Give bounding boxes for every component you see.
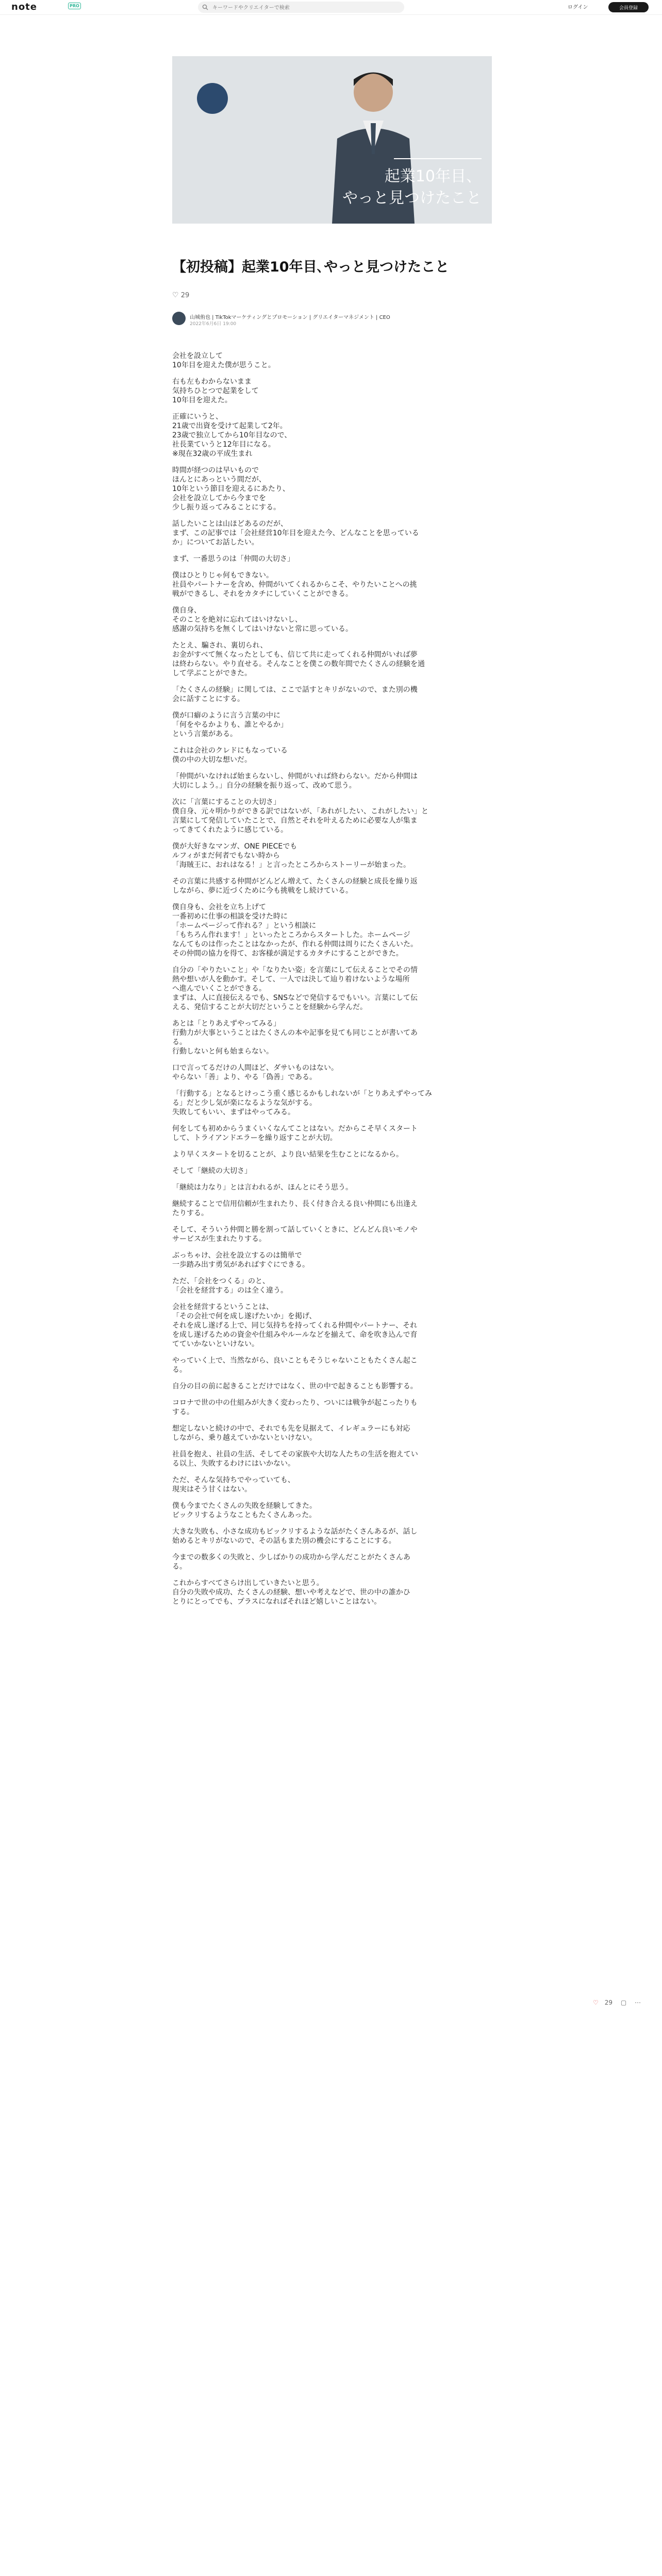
heart-icon[interactable]: ♡: [172, 291, 179, 299]
body-paragraph-line: 社長業ていうと12年目になる。: [172, 440, 275, 449]
hero-title-line1: 起業10年目、: [384, 167, 482, 185]
body-paragraph-line: 始めるとキリがないので、その話もまた別の機会にすることにする。: [172, 1537, 396, 1545]
body-paragraph-line: 口で言ってるだけの人間ほど、ダサいものはない。: [172, 1064, 338, 1072]
body-paragraph-line: 行動しないと何も始まらない。: [172, 1047, 273, 1056]
body-paragraph-line: 10年目を迎えた。: [172, 396, 232, 404]
body-paragraph-line: 社員やパートナーを含め、仲間がいてくれるからこそ、やりたいことへの挑: [172, 581, 417, 589]
body-paragraph-line: 自分の目の前に起きることだけではなく、世の中で起きることも影響する。: [172, 1382, 418, 1391]
body-paragraph-line: して、トライアンドエラーを繰り返すことが大切。: [172, 1134, 337, 1142]
like-count: 29: [180, 292, 190, 299]
body-paragraph-line: 「継続は力なり」とは言われるが、ほんとにそう思う。: [172, 1183, 353, 1192]
body-paragraph-line: たりする。: [172, 1209, 208, 1217]
body-paragraph-line: 少し振り返ってみることにする。: [172, 503, 280, 512]
body-paragraph-line: これは会社のクレドにもなっている: [172, 747, 288, 755]
body-paragraph-line: やっていく上で、当然ながら、良いこともそうじゃないこともたくさん起こ: [172, 1357, 418, 1365]
hero-image: [172, 56, 492, 224]
body-paragraph-line: 21歳で出資を受けて起業して2年。: [172, 422, 287, 430]
body-paragraph-line: 時間が経つのは早いもので: [172, 466, 259, 474]
body-paragraph-line: 「たくさんの経験」に関しては、ここで話すとキリがないので、また別の機: [172, 686, 418, 694]
body-paragraph-line: 「仲間がいなければ始まらないし、仲間がいれば終わらない。だから仲間は: [172, 772, 418, 781]
body-paragraph-line: 僕自身、: [172, 606, 201, 615]
body-paragraph-line: たとえ、騙され、裏切られ、: [172, 641, 268, 650]
body-paragraph-line: 僕が口癖のように言う言葉の中に: [172, 711, 280, 720]
body-paragraph-line: 話したいことは山ほどあるのだが、: [172, 520, 288, 528]
body-paragraph-line: まずは、人に直接伝えるでも、SNSなどで発信するでもいい。言葉にして伝: [172, 994, 418, 1002]
body-paragraph-line: 「ホームページって作れる？」という相談に: [172, 922, 317, 930]
body-paragraph-line: ほんとにあっという間だが、: [172, 476, 266, 484]
side-like-count: 29: [604, 1999, 613, 2006]
company-logo-icon: [197, 83, 228, 114]
floating-actions: [593, 1999, 647, 2009]
body-paragraph-line: 社員を抱え、社員の生活、そしてその家族や大切な人たちの生活を抱えてい: [172, 1450, 418, 1459]
body-paragraph-line: ただ、「会社をつくる」のと、: [172, 1277, 270, 1285]
comment-icon[interactable]: ▢: [620, 1999, 627, 2006]
body-paragraph-line: より早くスタートを切ることが、より良い結果を生むことになるから。: [172, 1150, 403, 1159]
body-paragraph-line: それを成し遂げる上で、同じ気持ちを持ってくれる仲間やパートナー、それ: [172, 1321, 418, 1330]
body-paragraph-line: 現実はそう甘くはない。: [172, 1485, 252, 1494]
body-paragraph-line: る。: [172, 1563, 187, 1571]
note-logo[interactable]: note: [11, 2, 37, 12]
body-paragraph-line: 僕の中の大切な想いだ。: [172, 756, 252, 764]
body-paragraph-line: その言葉に共感する仲間がどんどん増えて、たくさんの経験と成長を繰り返: [172, 877, 418, 886]
body-paragraph-line: 僕はひとりじゃ何もできない。: [172, 571, 273, 580]
body-paragraph-line: 「会社を経営する」のは全く違う。: [172, 1286, 288, 1295]
body-paragraph-line: 言葉にして発信していたことで、自然とそれを叶えるために必要な人が集ま: [172, 817, 418, 825]
body-paragraph-line: ルフィがまだ何者でもない時から: [172, 852, 280, 860]
body-paragraph-line: 継続することで信用信頼が生まれたり、長く付き合える良い仲間にも出逢え: [172, 1200, 418, 1208]
body-paragraph-line: 会社を経営するということは、: [172, 1303, 273, 1311]
body-paragraph-line: 正確にいうと、: [172, 413, 223, 421]
body-paragraph-line: という言葉がある。: [172, 730, 237, 738]
body-paragraph-line: 感謝の気持ちを無くしてはいけないと常に思っている。: [172, 625, 353, 633]
body-paragraph-line: ただ、そんな気持ちでやっていても、: [172, 1476, 295, 1484]
body-paragraph-line: あとは「とりあえずやってみる」: [172, 1020, 280, 1028]
body-paragraph-line: 「海賊王に、おれはなる！」と言ったところからストーリーが始まった。: [172, 861, 410, 869]
body-paragraph-line: しながら、夢に近づくために今も挑戦をし続けている。: [172, 887, 353, 895]
body-paragraph-line: サービスが生まれたりする。: [172, 1235, 266, 1243]
body-paragraph-line: 会社を設立してから今までを: [172, 494, 266, 502]
body-paragraph-line: る」だと少し気が楽になるような気がする。: [172, 1099, 317, 1107]
body-paragraph-line: そして「継続の大切さ」: [172, 1167, 252, 1175]
body-paragraph-line: する。: [172, 1408, 194, 1416]
body-paragraph-line: ぶっちゃけ、会社を設立するのは簡単で: [172, 1251, 302, 1260]
body-paragraph-line: 気持ちひとつで起業をして: [172, 387, 259, 395]
search-bar[interactable]: [198, 2, 404, 13]
body-paragraph-line: 10年目を迎えた僕が思うこと。: [172, 361, 275, 369]
body-paragraph-line: 失敗してもいい、まずはやってみる。: [172, 1108, 295, 1116]
body-paragraph-line: 会社を設立して: [172, 352, 223, 360]
body-paragraph-line: なんてものは作ったことはなかったが、作れる仲間は周りにたくさんいた。: [172, 940, 418, 948]
body-paragraph-line: 大切にしよう。」自分の経験を振り返って、改めて思う。: [172, 782, 356, 790]
body-paragraph-line: まず、一番思うのは「仲間の大切さ」: [172, 555, 294, 563]
body-paragraph-line: える、発信することが大切だということを経験から学んだ。: [172, 1003, 367, 1011]
body-paragraph-line: とりにとってでも、プラスになればそれほど嬉しいことはない。: [172, 1598, 382, 1606]
article-title: 【初投稿】起業10年目､やっと見つけたこと: [172, 259, 450, 275]
body-paragraph-line: る以上、失敗するわけにはいかない。: [172, 1460, 295, 1468]
body-paragraph-line: 「もちろん作れます！」といったところからスタートした。ホームページ: [172, 931, 410, 939]
body-paragraph-line: 一番初めに仕事の相談を受けた時に: [172, 912, 288, 921]
body-paragraph-line: コロナで世の中の仕組みが大きく変わったり、ついには戦争が起こったりも: [172, 1399, 418, 1407]
body-paragraph-line: 右も左もわからないまま: [172, 378, 252, 386]
pro-badge: [68, 3, 81, 9]
author-row[interactable]: [172, 312, 492, 327]
body-paragraph-line: そのことを絶対に忘れてはいけないし、: [172, 616, 302, 624]
body-paragraph-line: てていかないといけない。: [172, 1340, 259, 1348]
body-paragraph-line: 僕が大好きなマンガ、ONE PIECEでも: [172, 842, 297, 851]
body-paragraph-line: ってきてくれたように感じている。: [172, 826, 288, 834]
body-paragraph-line: 僕自身も、会社を立ち上げて: [172, 903, 266, 911]
body-paragraph-line: 「その会社で何を成し遂げたいか」を掲げ、: [172, 1312, 317, 1320]
body-paragraph-line: る。: [172, 1038, 187, 1046]
body-paragraph-line: 会に話すことにする。: [172, 695, 244, 703]
body-paragraph-line: 想定しないと続けの中で、それでも先を見据えて、イレギュラーにも対応: [172, 1425, 410, 1433]
body-paragraph-line: 「何をやるかよりも、誰とやるか」: [172, 721, 288, 729]
body-paragraph-line: 僕も今までたくさんの失敗を経験してきた。: [172, 1502, 317, 1510]
body-paragraph-line: 自分の失敗や成功、たくさんの経験、想いや考えなどで、世の中の誰かひ: [172, 1588, 410, 1597]
body-paragraph-line: 戦ができるし、それをカタチにしていくことができる。: [172, 590, 353, 598]
search-input[interactable]: [211, 3, 399, 12]
body-paragraph-line: 「行動する」となるとけっこう重く感じるかもしれないが「とりあえずやってみ: [172, 1090, 432, 1098]
signup-button[interactable]: 会員登録: [608, 2, 649, 12]
body-paragraph-line: 自分の「やりたいこと」や「なりたい姿」を言葉にして伝えることでその情: [172, 966, 418, 974]
body-paragraph-line: 一歩踏み出す勇気があればすぐにできる。: [172, 1261, 309, 1269]
body-paragraph-line: ※現在32歳の平成生まれ: [172, 450, 253, 458]
body-paragraph-line: 僕自身、元々明かりができる訳ではないが、「あれがしたい、これがしたい」と: [172, 807, 428, 816]
body-paragraph-line: る。: [172, 1366, 187, 1374]
body-paragraph-line: しながら、乗り越えていかないといけない。: [172, 1434, 317, 1442]
body-paragraph-line: か」についてお話したい。: [172, 538, 259, 547]
hero-divider: [394, 158, 482, 159]
body-paragraph-line: 今までの数多くの失敗と、少しばかりの成功から学んだことがたくさんあ: [172, 1553, 410, 1562]
body-paragraph-line: 10年という節目を迎えるにあたり、: [172, 485, 290, 493]
heart-icon[interactable]: ♡: [593, 1999, 599, 2006]
body-paragraph-line: 次に「言葉にすることの大切さ」: [172, 798, 280, 806]
body-paragraph-line: して学ぶことができた。: [172, 669, 252, 677]
login-button[interactable]: ログイン: [565, 3, 591, 12]
avatar[interactable]: [172, 312, 186, 325]
top-header: [0, 0, 662, 15]
body-paragraph-line: ビックリするようなこともたくさんあった。: [172, 1511, 317, 1519]
body-paragraph-line: やらない「善」より、やる「偽善」である。: [172, 1073, 317, 1081]
body-paragraph-line: 何をしても初めからうまくいくなんてことはない。だからこそ早くスタート: [172, 1125, 418, 1133]
share-icon[interactable]: ⋯: [635, 1999, 641, 2006]
body-paragraph-line: まず、この記事では「会社経営10年目を迎えた今、どんなことを思っている: [172, 529, 419, 537]
hero-title-line2: やっと見つけたこと: [342, 189, 482, 207]
body-paragraph-line: これからすべてさらけ出していきたいと思う。: [172, 1579, 324, 1587]
like-row[interactable]: [172, 291, 189, 299]
pro-badge-label: PRO: [70, 4, 79, 8]
publish-date: 2022年6月6日 19:00: [190, 321, 237, 327]
body-paragraph-line: その仲間の協力を得て、お客様が満足するカタチにすることができた。: [172, 950, 403, 958]
body-paragraph-line: そして、そういう仲間と勝を割って話していくときに、どんどん良いモノや: [172, 1226, 418, 1234]
body-paragraph-line: 大きな失敗も、小さな成功もビックリするような話がたくさんあるが、話し: [172, 1528, 418, 1536]
body-paragraph-line: 行動力が大事ということはたくさんの本や記事を見ても同じことが書いてあ: [172, 1029, 418, 1037]
search-icon: [202, 4, 208, 10]
body-paragraph-line: 23歳で独立してから10年目なので、: [172, 431, 292, 439]
body-paragraph-line: お金がすべて無くなったとしても、信じて共に走ってくれる仲間がいれば夢: [172, 651, 418, 659]
body-paragraph-line: へ進んでいくことができる。: [172, 985, 266, 993]
body-paragraph-line: 熱や想いが人を動かす。そして、一人では決して辿り着けないような場所: [172, 975, 410, 984]
body-paragraph-line: は終わらない。やり直せる。そんなことを僕この数年間でたくさんの経験を通: [172, 660, 425, 668]
body-paragraph-line: を成し遂げるための資金や仕組みやルールなどを揃えて、命を吹き込んで育: [172, 1331, 418, 1339]
author-name[interactable]: 山城侑也 | TikTokマーケティングとプロモーション | グリエイターマネジメント | CEO: [190, 315, 390, 320]
